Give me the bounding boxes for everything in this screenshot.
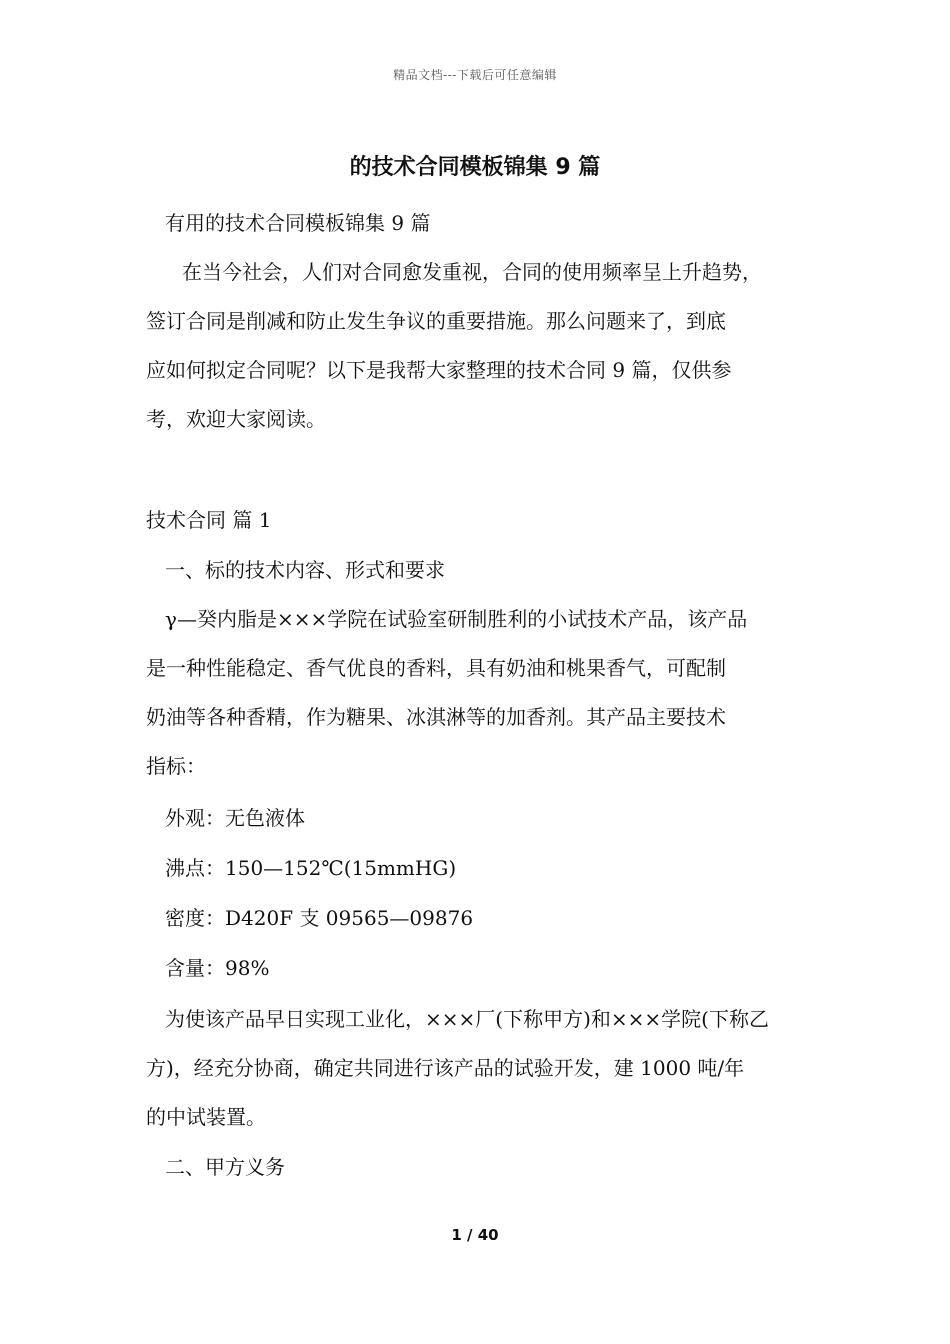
spec-appearance: 外观：无色液体 xyxy=(165,806,305,830)
clause1-line-2: 是一种性能稳定、香气优良的香料，具有奶油和桃果香气，可配制 xyxy=(146,656,726,680)
intro-line-4: 考，欢迎大家阅读。 xyxy=(146,407,326,431)
document-subtitle: 有用的技术合同模板锦集 9 篇 xyxy=(165,211,431,235)
header-note: 精品文档---下载后可任意编辑 xyxy=(393,68,557,82)
intro-line-1: 在当今社会，人们对合同愈发重视，合同的使用频率呈上升趋势， xyxy=(182,260,762,284)
clause1-heading: 一、标的技术内容、形式和要求 xyxy=(165,558,445,582)
intro-line-2: 签订合同是削减和防止发生争议的重要措施。那么问题来了，到底 xyxy=(146,309,726,333)
clause2-heading: 二、甲方义务 xyxy=(165,1155,285,1179)
purpose-line-3: 的中试装置。 xyxy=(146,1105,266,1129)
clause1-line-3: 奶油等各种香精，作为糖果、冰淇淋等的加香剂。其产品主要技术 xyxy=(146,705,726,729)
page-indicator: 1 / 40 xyxy=(451,1226,499,1244)
spec-content: 含量：98% xyxy=(165,956,270,980)
intro-line-3: 应如何拟定合同呢？以下是我帮大家整理的技术合同 9 篇，仅供参 xyxy=(146,358,732,382)
clause1-line-1: γ—癸内脂是×××学院在试验室研制胜利的小试技术产品，该产品 xyxy=(165,607,748,631)
clause1-line-4: 指标： xyxy=(146,754,206,778)
section-heading: 技术合同 篇 1 xyxy=(146,508,272,532)
purpose-line-1: 为使该产品早日实现工业化，×××厂(下称甲方)和×××学院(下称乙 xyxy=(165,1007,769,1031)
spec-density: 密度：D420F 支 09565—09876 xyxy=(165,906,474,930)
purpose-line-2: 方)，经充分协商，确定共同进行该产品的试验开发，建 1000 吨/年 xyxy=(146,1056,745,1080)
spec-boiling-point: 沸点：150—152℃(15mmHG) xyxy=(165,856,457,880)
document-title: 的技术合同模板锦集 9 篇 xyxy=(349,155,601,180)
